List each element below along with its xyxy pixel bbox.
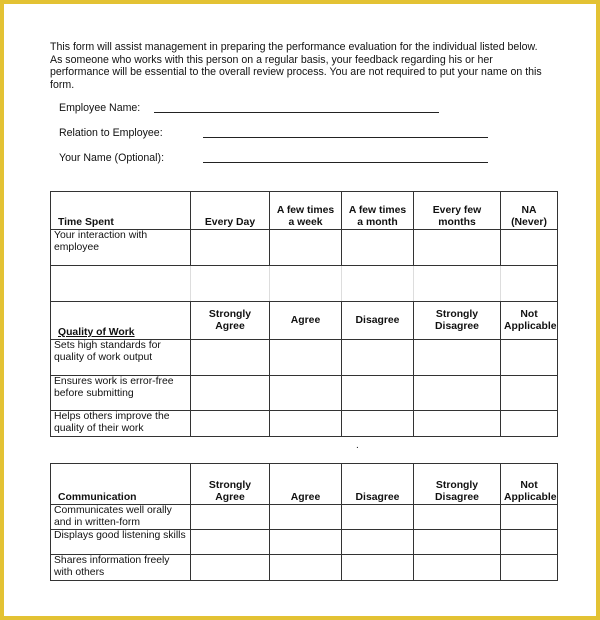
time-spent-table: [50, 191, 558, 302]
rating-cell[interactable]: [414, 230, 501, 266]
column-header: Not Applicable: [501, 464, 558, 505]
spacer-cell: [191, 266, 270, 302]
employee-name-line[interactable]: [154, 112, 439, 113]
communication-title: Communication: [51, 464, 191, 505]
rating-cell[interactable]: [414, 340, 501, 376]
rating-cell[interactable]: [270, 555, 342, 581]
column-header: Every Day: [191, 192, 270, 230]
intro-line: form.: [50, 78, 75, 91]
rating-cell[interactable]: [501, 555, 558, 581]
your-name-label: Your Name (Optional):: [59, 152, 165, 164]
stray-mark: .: [356, 440, 359, 451]
rating-cell[interactable]: [191, 230, 270, 266]
spacer-cell: [342, 266, 414, 302]
intro-line: As someone who works with this person on a regular basis, your feedback regarding his or her: [50, 53, 493, 66]
column-header: A few times a month: [342, 192, 414, 230]
column-header: A few times a week: [270, 192, 342, 230]
rating-cell[interactable]: [501, 411, 558, 437]
rating-cell[interactable]: [342, 411, 414, 437]
communication-table: [50, 463, 558, 581]
relation-line[interactable]: [203, 137, 488, 138]
rating-cell[interactable]: [501, 230, 558, 266]
rating-cell[interactable]: [414, 530, 501, 555]
your-name-line[interactable]: [203, 162, 488, 163]
rating-cell[interactable]: [414, 555, 501, 581]
column-header: Strongly Disagree: [414, 464, 501, 505]
row-label: Ensures work is error-free before submitting: [51, 376, 191, 411]
rating-cell[interactable]: [191, 411, 270, 437]
column-header: Not Applicable: [501, 302, 558, 340]
column-header: Every few months: [414, 192, 501, 230]
rating-cell[interactable]: [342, 376, 414, 411]
rating-cell[interactable]: [191, 376, 270, 411]
rating-cell[interactable]: [270, 230, 342, 266]
column-header: Strongly Disagree: [414, 302, 501, 340]
column-header: Agree: [270, 464, 342, 505]
rating-cell[interactable]: [342, 555, 414, 581]
rating-cell[interactable]: [342, 230, 414, 266]
rating-cell[interactable]: [501, 530, 558, 555]
column-header: NA (Never): [501, 192, 558, 230]
row-label: Sets high standards for quality of work output: [51, 340, 191, 376]
rating-cell[interactable]: [501, 505, 558, 530]
rating-cell[interactable]: [414, 505, 501, 530]
column-header: Agree: [270, 302, 342, 340]
row-label: Communicates well orally and in written-form: [51, 505, 191, 530]
rating-cell[interactable]: [342, 505, 414, 530]
rating-cell[interactable]: [414, 411, 501, 437]
rating-cell[interactable]: [270, 411, 342, 437]
relation-label: Relation to Employee:: [59, 127, 163, 139]
rating-cell[interactable]: [191, 530, 270, 555]
rating-cell[interactable]: [342, 340, 414, 376]
column-header: Strongly Agree: [191, 302, 270, 340]
rating-cell[interactable]: [501, 340, 558, 376]
rating-cell[interactable]: [414, 376, 501, 411]
employee-name-label: Employee Name:: [59, 102, 141, 114]
row-label: Shares information freely with others: [51, 555, 191, 581]
rating-cell[interactable]: [342, 530, 414, 555]
spacer-cell: [270, 266, 342, 302]
rating-cell[interactable]: [191, 340, 270, 376]
rating-cell[interactable]: [270, 340, 342, 376]
quality-title: Quality of Work: [51, 302, 191, 340]
column-header: Disagree: [342, 464, 414, 505]
column-header: Disagree: [342, 302, 414, 340]
spacer-cell: [51, 266, 191, 302]
spacer-cell: [414, 266, 501, 302]
rating-cell[interactable]: [270, 505, 342, 530]
rating-cell[interactable]: [191, 555, 270, 581]
rating-cell[interactable]: [270, 376, 342, 411]
rating-cell[interactable]: [191, 505, 270, 530]
row-label: Displays good listening skills: [51, 530, 191, 555]
row-label: Your interaction with employee: [51, 230, 191, 266]
column-header: Strongly Agree: [191, 464, 270, 505]
time-spent-title: Time Spent: [51, 192, 191, 230]
intro-text: [50, 41, 556, 91]
rating-cell[interactable]: [270, 530, 342, 555]
spacer-cell: [501, 266, 558, 302]
intro-line: This form will assist management in preparing the performance evaluation for the individual listed below.: [50, 41, 538, 53]
rating-cell[interactable]: [501, 376, 558, 411]
intro-line: performance will be essential to the overall review process. You are not required to put your name on this: [50, 66, 542, 78]
quality-of-work-table: [50, 301, 558, 437]
row-label: Helps others improve the quality of their work: [51, 411, 191, 437]
